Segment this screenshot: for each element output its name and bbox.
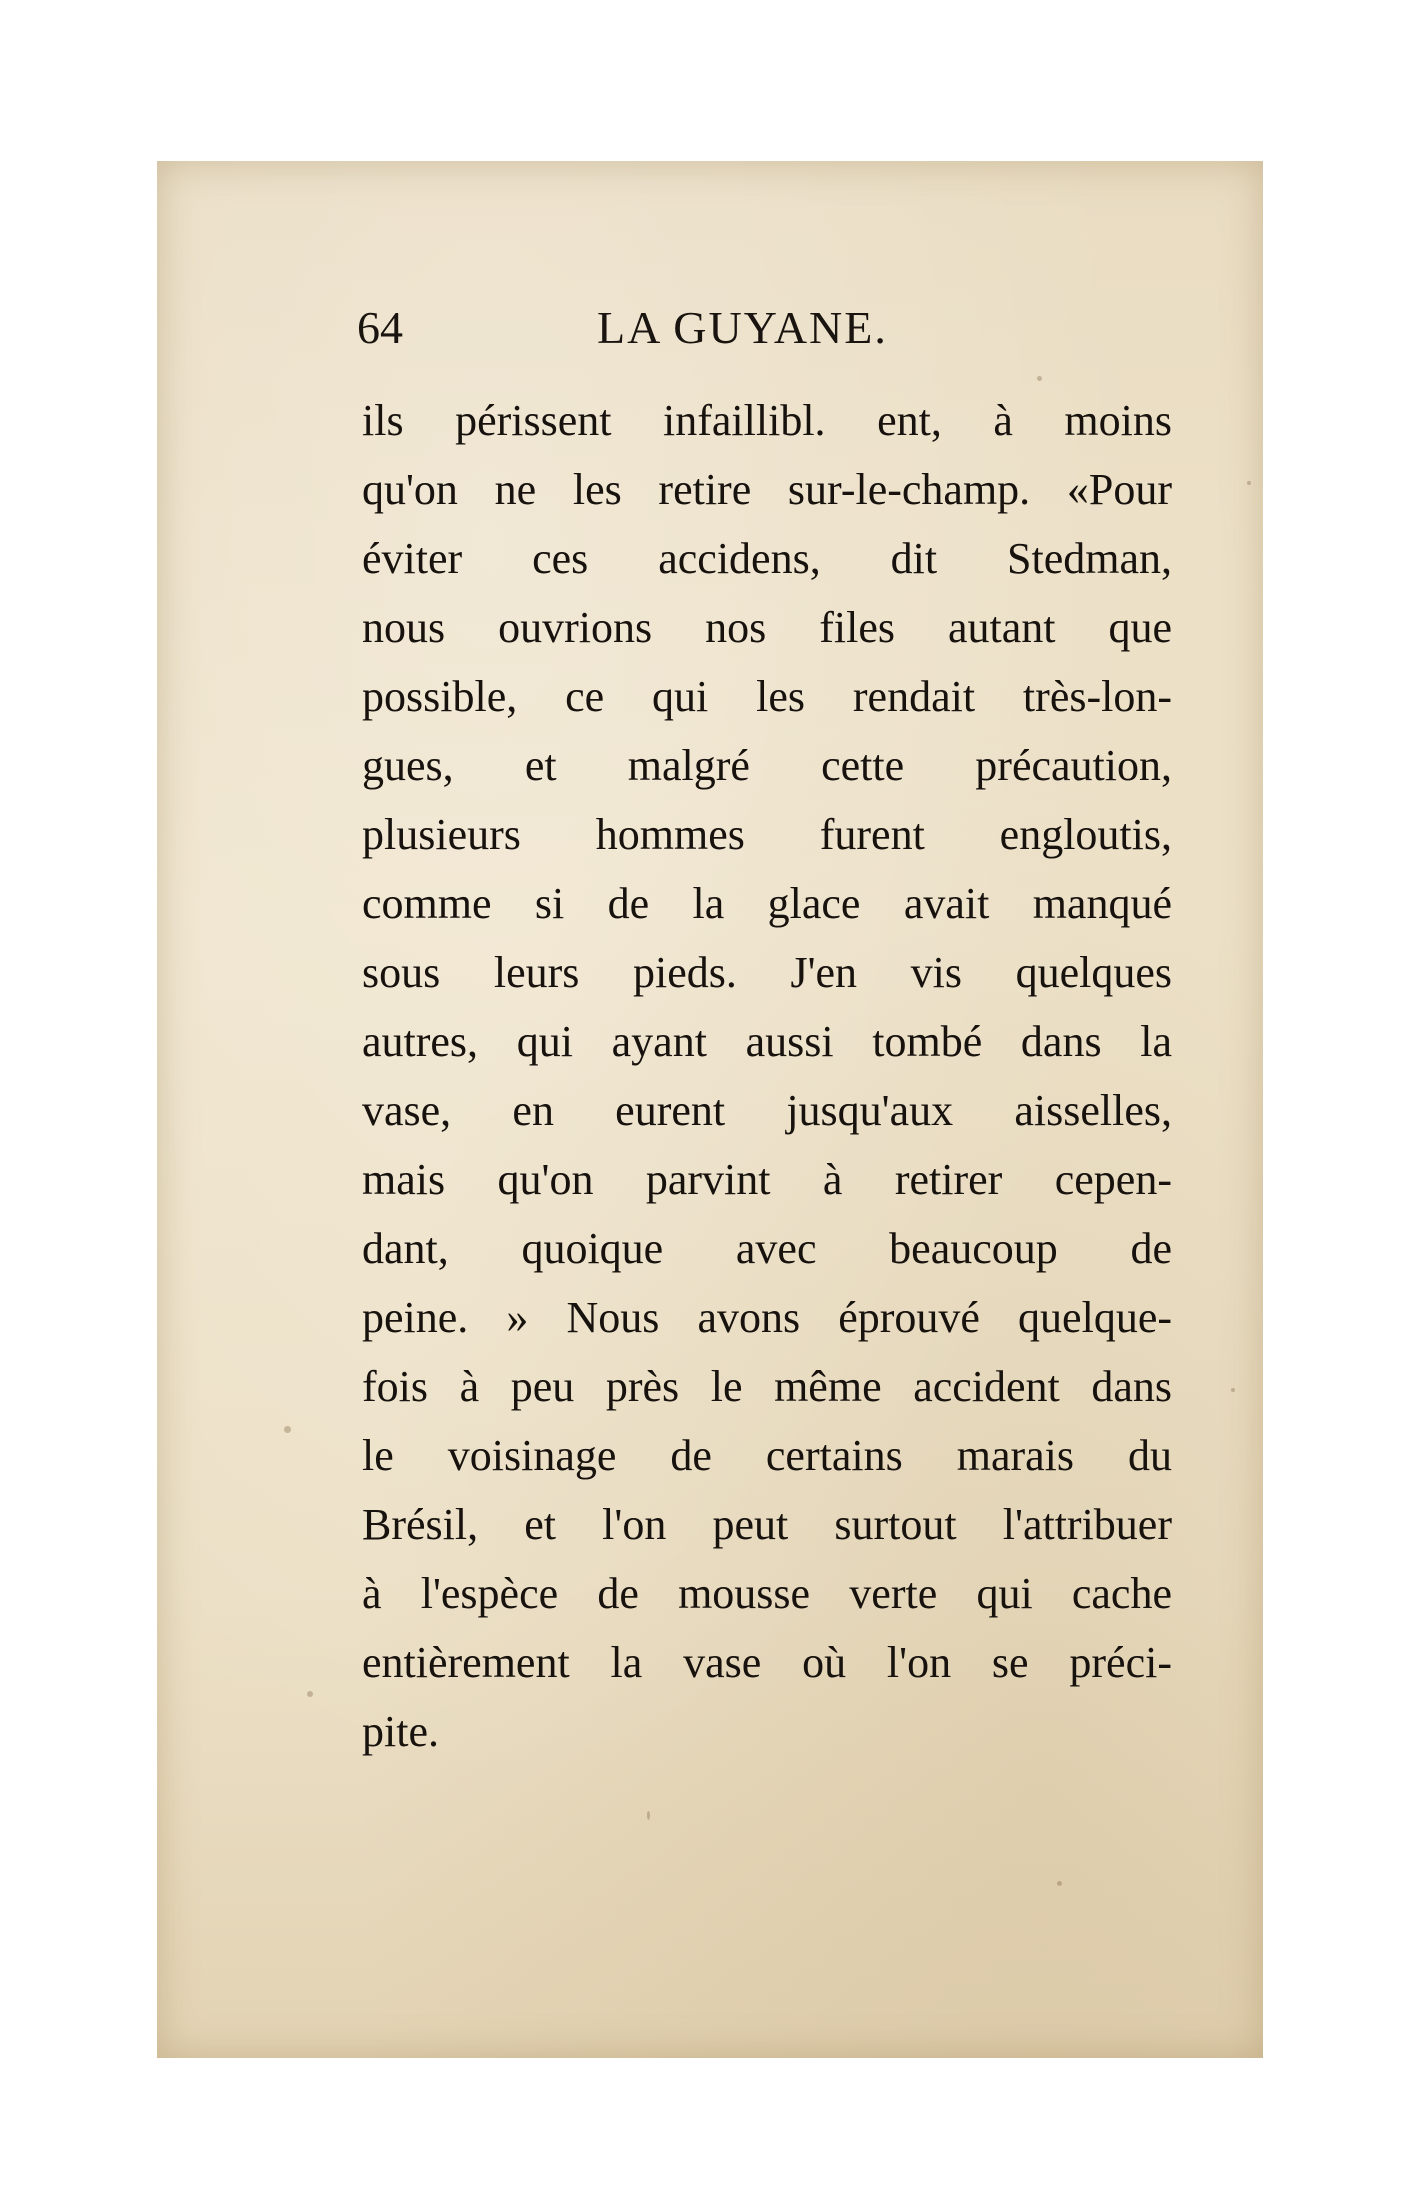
text-line: entièrement la vase où l'on se préci- xyxy=(362,1638,1172,1687)
paper-speck xyxy=(647,1811,650,1820)
text-line: vase, en eurent jusqu'aux aisselles, xyxy=(362,1086,1172,1135)
paper-speck xyxy=(1037,376,1042,381)
text-line: mais qu'on parvint à retirer cepen- xyxy=(362,1155,1172,1204)
paper-speck xyxy=(1231,1388,1235,1392)
paper-speck xyxy=(1057,1881,1062,1886)
text-line: possible, ce qui les rendait très-lon- xyxy=(362,672,1172,721)
text-line: peine. » Nous avons éprouvé quelque- xyxy=(362,1293,1172,1342)
text-line: éviter ces accidens, dit Stedman, xyxy=(362,534,1172,583)
body-text xyxy=(362,386,1172,1766)
book-page xyxy=(157,161,1263,2058)
running-title: LA GUYANE. xyxy=(597,302,888,353)
text-line: ils périssent infaillibl. ent, à moins xyxy=(362,396,1172,445)
text-line: gues, et malgré cette précaution, xyxy=(362,741,1172,790)
text-line: à l'espèce de mousse verte qui cache xyxy=(362,1569,1172,1618)
text-line: dant, quoique avec beaucoup de xyxy=(362,1224,1172,1273)
text-line: le voisinage de certains marais du xyxy=(362,1431,1172,1480)
text-line: nous ouvrions nos files autant que xyxy=(362,603,1172,652)
text-line: pite. xyxy=(362,1707,439,1756)
paper-speck xyxy=(1247,481,1251,485)
text-line: autres, qui ayant aussi tombé dans la xyxy=(362,1017,1172,1066)
text-line: Brésil, et l'on peut surtout l'attribuer xyxy=(362,1500,1172,1549)
page-header xyxy=(357,301,1117,371)
paper-speck xyxy=(284,1426,291,1433)
paper-speck xyxy=(307,1691,313,1697)
page-number: 64 xyxy=(357,302,403,353)
text-line: fois à peu près le même accident dans xyxy=(362,1362,1172,1411)
text-line: comme si de la glace avait manqué xyxy=(362,879,1172,928)
text-line: qu'on ne les retire sur-le-champ. «Pour xyxy=(362,465,1172,514)
text-line: sous leurs pieds. J'en vis quelques xyxy=(362,948,1172,997)
text-line: plusieurs hommes furent engloutis, xyxy=(362,810,1172,859)
